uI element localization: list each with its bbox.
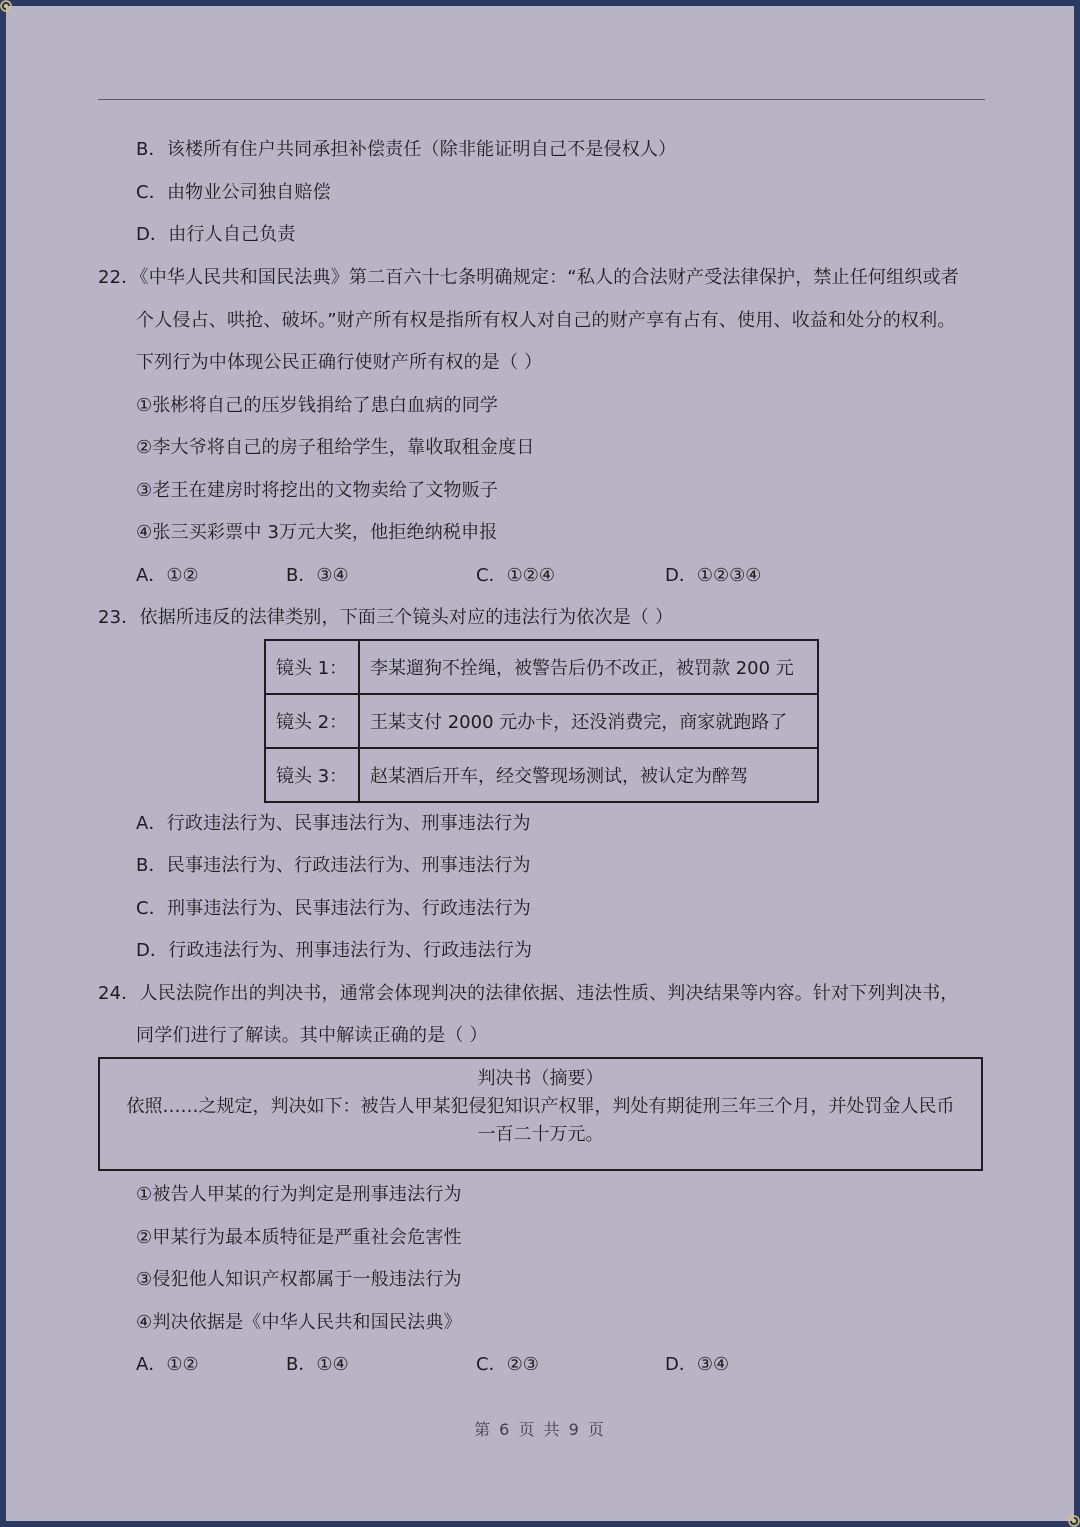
q24-item: ④判决依据是《中华人民共和国民法典》: [136, 1312, 462, 1333]
table-row: [265, 640, 818, 694]
table-row: [265, 694, 818, 748]
q21-option-d: D．由行人自己负责: [136, 224, 296, 245]
verdict-text-line1: 依照……之规定，判决如下：被告人甲某犯侵犯知识产权罪，判处有期徒刑三年三个月，并处罚金人民币: [126, 1096, 955, 1117]
q22-stem-line3: 下列行为中体现公民正确行使财产所有权的是（ ）: [136, 352, 543, 373]
q23-option-a: A．行政违法行为、民事违法行为、刑事违法行为: [136, 813, 531, 834]
q23-option-c: C．刑事违法行为、民事违法行为、行政违法行为: [136, 898, 531, 919]
q22-option-a: A．①②: [136, 565, 199, 586]
q24-stem-line1: 24．人民法院作出的判决书，通常会体现判决的法律依据、违法性质、判决结果等内容。针对下列判决书，: [98, 983, 959, 1004]
q24-item: ③侵犯他人知识产权都属于一般违法行为: [136, 1269, 462, 1290]
q22-item: ②李大爷将自己的房子租给学生，靠收取租金度日: [136, 437, 535, 458]
q24-item: ①被告人甲某的行为判定是刑事违法行为: [136, 1184, 462, 1205]
lens-table: [264, 639, 819, 803]
q22-option-b: B．③④: [286, 565, 349, 586]
q22-item: ①张彬将自己的压岁钱捐给了患白血病的同学: [136, 395, 499, 416]
page-number: 第 6 页 共 9 页: [474, 1420, 606, 1439]
q22-item: ③老王在建房时将挖出的文物卖给了文物贩子: [136, 480, 499, 501]
q22-item: ④张三买彩票中 3万元大奖，他拒绝纳税申报: [136, 522, 498, 543]
q23-stem: 23．依据所违反的法律类别，下面三个镜头对应的违法行为依次是（ ）: [98, 607, 674, 628]
q22-stem-line1: 22．《中华人民共和国民法典》第二百六十七条明确规定：“私人的合法财产受法律保护，禁止任何组织或者: [98, 267, 960, 288]
lens-description: 李某遛狗不拴绳，被警告后仍不改正，被罚款 200 元: [359, 640, 818, 694]
q24-option-a: A．①②: [136, 1354, 199, 1375]
verdict-box: [98, 1057, 983, 1171]
lens-label: 镜头 1：: [265, 640, 359, 694]
q24-option-d: D．③④: [665, 1354, 730, 1375]
exam-page: [6, 6, 1074, 1521]
lens-description: 王某支付 2000 元办卡，还没消费完，商家就跑路了: [359, 694, 818, 748]
corner-ornament-icon: [0, 0, 18, 18]
q24-stem-line2: 同学们进行了解读。其中解读正确的是（ ）: [136, 1025, 488, 1046]
q22-stem-line2: 个人侵占、哄抢、破坏。”财产所有权是指所有权人对自己的财产享有占有、使用、收益和处分的权利。: [136, 310, 956, 331]
verdict-title: 判决书（摘要）: [477, 1068, 604, 1089]
q22-option-d: D．①②③④: [665, 565, 762, 586]
q21-option-c: C．由物业公司独自赔偿: [136, 182, 331, 203]
table-row: [265, 748, 818, 802]
q23-option-d: D．行政违法行为、刑事违法行为、行政违法行为: [136, 940, 533, 961]
q21-option-b: B．该楼所有住户共同承担补偿责任（除非能证明自己不是侵权人）: [136, 139, 677, 160]
q24-option-c: C．②③: [476, 1354, 539, 1375]
verdict-text-line2: 一百二十万元。: [477, 1124, 604, 1145]
corner-ornament-icon: [1062, 1509, 1080, 1527]
q23-option-b: B．民事违法行为、行政违法行为、刑事违法行为: [136, 855, 531, 876]
lens-label: 镜头 3：: [265, 748, 359, 802]
q22-option-c: C．①②④: [476, 565, 555, 586]
q24-item: ②甲某行为最本质特征是严重社会危害性: [136, 1227, 462, 1248]
lens-label: 镜头 2：: [265, 694, 359, 748]
lens-description: 赵某酒后开车，经交警现场测试，被认定为醉驾: [359, 748, 818, 802]
header-rule: [98, 99, 985, 100]
q24-option-b: B．①④: [286, 1354, 349, 1375]
